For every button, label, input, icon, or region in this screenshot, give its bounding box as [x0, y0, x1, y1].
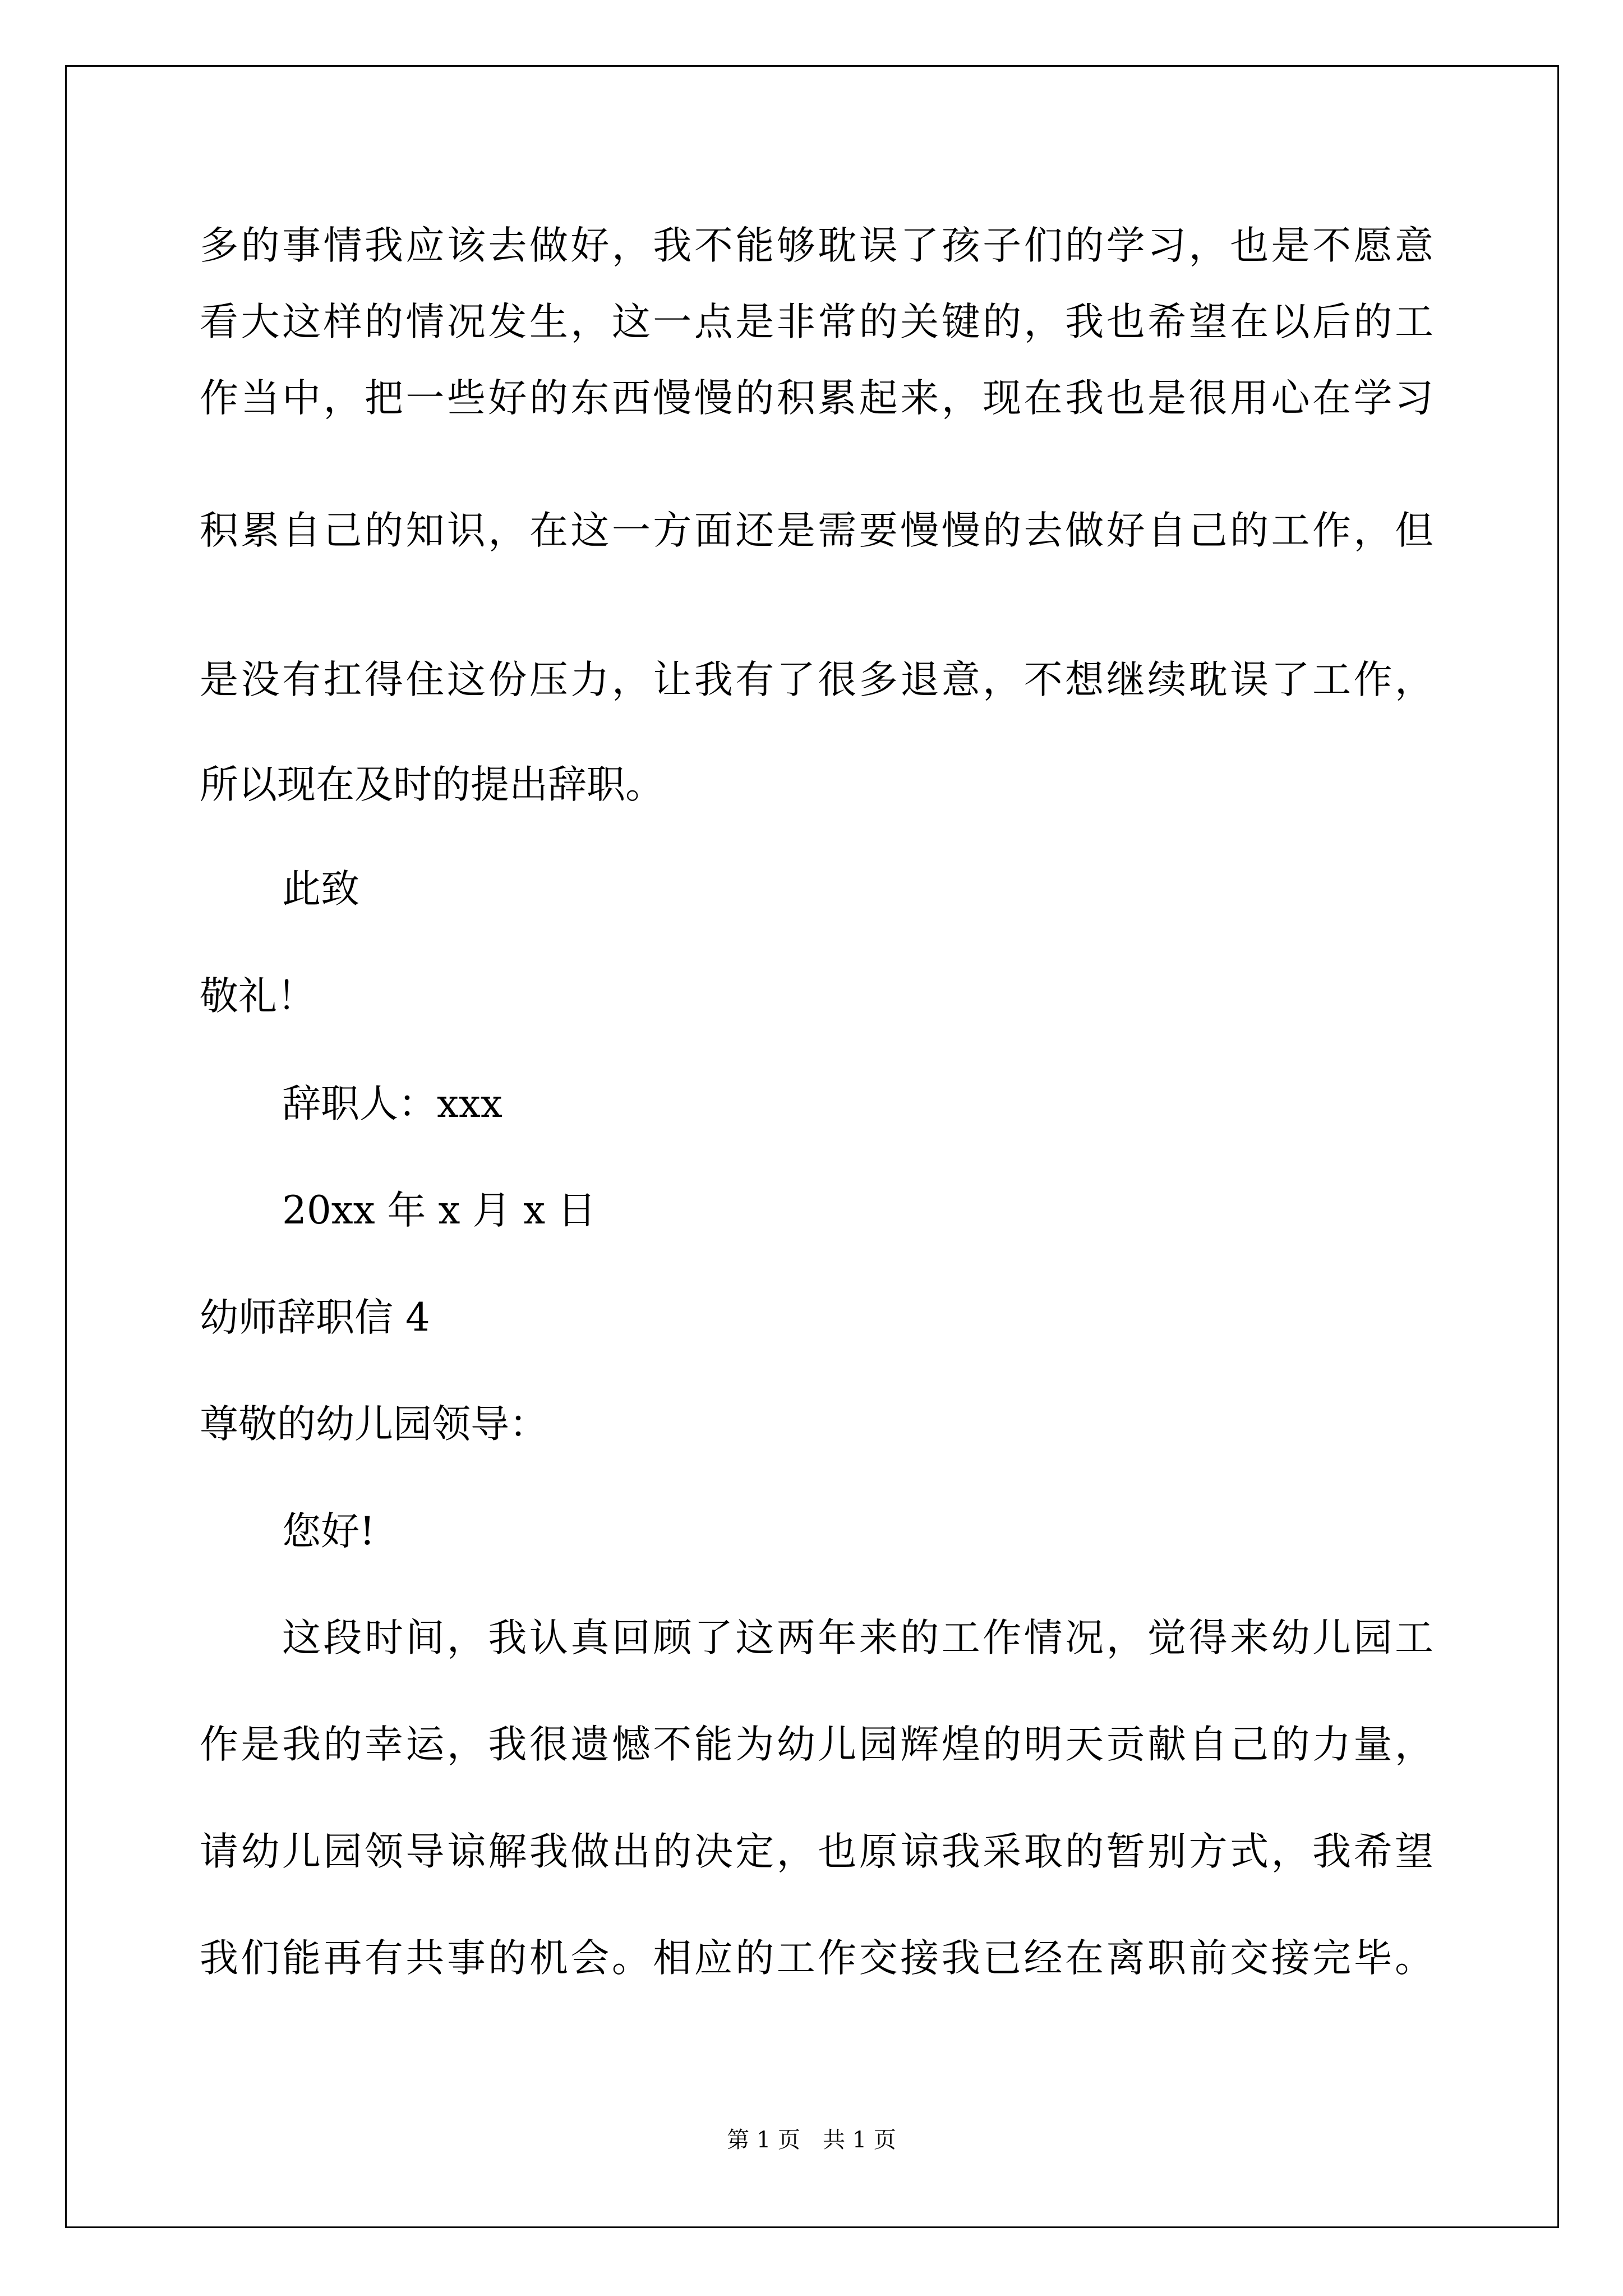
closing-salutation: 此致	[282, 867, 359, 912]
letter-title: 幼师辞职信 4	[200, 1295, 430, 1340]
paragraph-line: 是没有扛得住这份压力，让我有了很多退意，不想继续耽误了工作，	[200, 657, 1433, 702]
page-footer: 第 1 页 共 1 页	[727, 2127, 896, 2153]
signer: 辞职人：xxx	[282, 1082, 502, 1126]
paragraph-line: 我们能再有共事的机会。相应的工作交接我已经在离职前交接完毕。	[200, 1936, 1433, 1981]
greeting: 您好!	[282, 1509, 375, 1554]
paragraph-line: 这段时间，我认真回顾了这两年来的工作情况，觉得来幼儿园工	[282, 1616, 1433, 1660]
paragraph-line: 多的事情我应该去做好，我不能够耽误了孩子们的学习，也是不愿意	[200, 223, 1433, 268]
paragraph-line: 请幼儿园领导谅解我做出的决定，也原谅我采取的暂别方式，我希望	[200, 1829, 1433, 1874]
closing-respect: 敬礼！	[200, 974, 316, 1019]
paragraph-line: 作当中，把一些好的东西慢慢的积累起来，现在我也是很用心在学习	[200, 376, 1433, 421]
paragraph-line: 作是我的幸运，我很遗憾不能为幼儿园辉煌的明天贡献自己的力量，	[200, 1722, 1433, 1767]
date: 20xx 年 x 月 x 日	[282, 1188, 597, 1233]
paragraph-line: 积累自己的知识，在这一方面还是需要慢慢的去做好自己的工作，但	[200, 508, 1433, 553]
paragraph-line: 所以现在及时的提出辞职。	[200, 762, 664, 807]
addressee: 尊敬的幼儿园领导：	[200, 1402, 548, 1447]
paragraph-line: 看大这样的情况发生，这一点是非常的关键的，我也希望在以后的工	[200, 300, 1433, 344]
